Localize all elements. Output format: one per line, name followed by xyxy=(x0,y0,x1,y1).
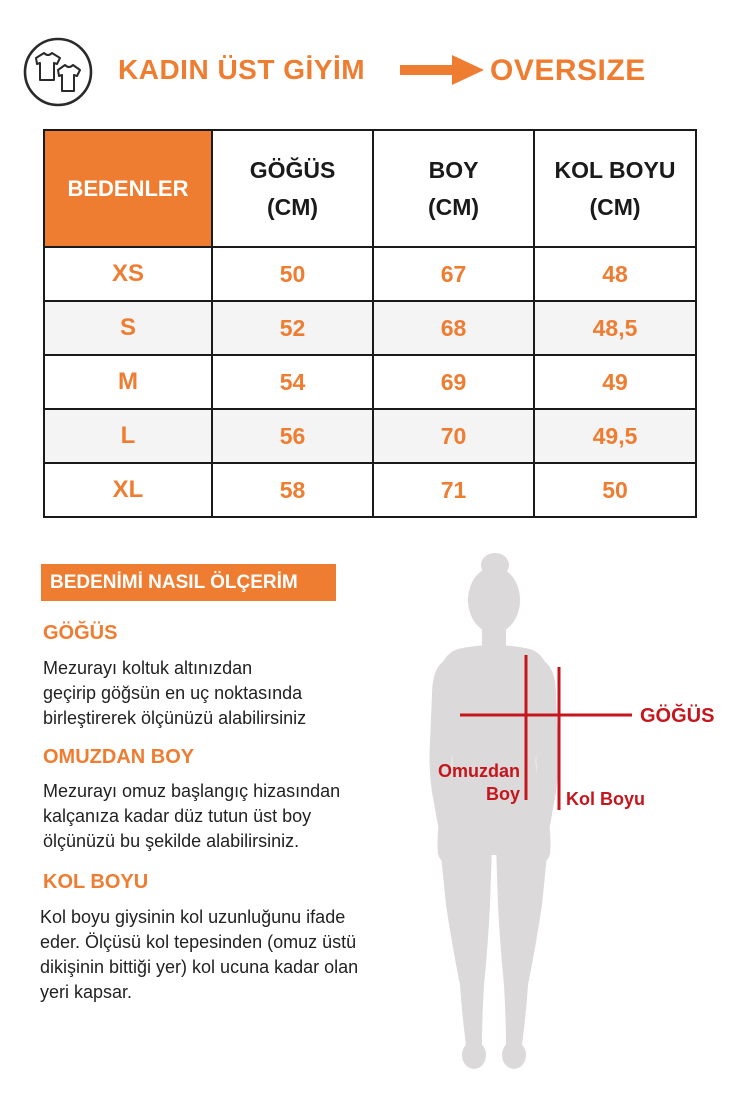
length-section-text: Mezurayı omuz başlangıç hizasından kalçanıza kadar düz tutun üst boy ölçünüzü bu şekilde alabilirsiniz. xyxy=(43,781,341,851)
sleeve-cell: 48 xyxy=(534,247,696,301)
size-cell: XL xyxy=(44,463,212,517)
size-cell: L xyxy=(44,409,212,463)
size-cell: S xyxy=(44,301,212,355)
sleeve-cell: 49 xyxy=(534,355,696,409)
length-cell: 67 xyxy=(373,247,534,301)
header-cell-length: BOY (CM) xyxy=(373,130,534,247)
sleeve-cell: 49,5 xyxy=(534,409,696,463)
chest-section-title: GÖĞÜS xyxy=(43,622,118,644)
header-cell-sleeve: KOL BOYU (CM) xyxy=(534,130,696,247)
chest-label: GÖĞÜS xyxy=(640,705,715,727)
sleeve-cell: 48,5 xyxy=(534,301,696,355)
length-label: Omuzdan Boy xyxy=(437,761,520,804)
header-cell-sizes: BEDENLER xyxy=(44,130,212,247)
body-silhouette-icon xyxy=(400,545,740,1085)
how-to-measure-banner: BEDENİMİ NASIL ÖLÇERİM xyxy=(41,564,336,601)
length-cell: 68 xyxy=(373,301,534,355)
table-row xyxy=(44,355,696,409)
table-row xyxy=(44,409,696,463)
table-row xyxy=(44,247,696,301)
sleeve-section-title: KOL BOYU xyxy=(43,871,149,893)
arrow-right-icon xyxy=(400,55,484,85)
sleeve-section-text: Kol boyu giysinin kol uzunluğunu ifade eder. Ölçüsü kol tepesinden (omuz üstü dikişinin bittiği yer) kol ucuna kadar olan yeri kapsar. xyxy=(40,907,359,1002)
header-title: KADIN ÜST GİYİM xyxy=(118,54,366,85)
measurement-figure xyxy=(400,545,740,1085)
size-table xyxy=(43,129,697,518)
chest-cell: 54 xyxy=(212,355,373,409)
table-row xyxy=(44,463,696,517)
table-header-row xyxy=(44,130,696,247)
header xyxy=(0,0,740,120)
sleeve-cell: 50 xyxy=(534,463,696,517)
length-cell: 69 xyxy=(373,355,534,409)
fit-label: OVERSIZE xyxy=(490,54,646,87)
size-cell: XS xyxy=(44,247,212,301)
sleeve-label: Kol Boyu xyxy=(566,789,645,809)
tshirts-icon xyxy=(22,36,94,108)
length-cell: 71 xyxy=(373,463,534,517)
table-row xyxy=(44,301,696,355)
size-cell: M xyxy=(44,355,212,409)
chest-cell: 56 xyxy=(212,409,373,463)
chest-cell: 50 xyxy=(212,247,373,301)
header-cell-chest: GÖĞÜS (CM) xyxy=(212,130,373,247)
chest-cell: 58 xyxy=(212,463,373,517)
length-section-title: OMUZDAN BOY xyxy=(43,746,195,768)
chest-cell: 52 xyxy=(212,301,373,355)
chest-section-text: Mezurayı koltuk altınızdan geçirip göğsün en uç noktasında birleştirerek ölçünüzü alabilirsiniz xyxy=(43,658,307,728)
length-cell: 70 xyxy=(373,409,534,463)
